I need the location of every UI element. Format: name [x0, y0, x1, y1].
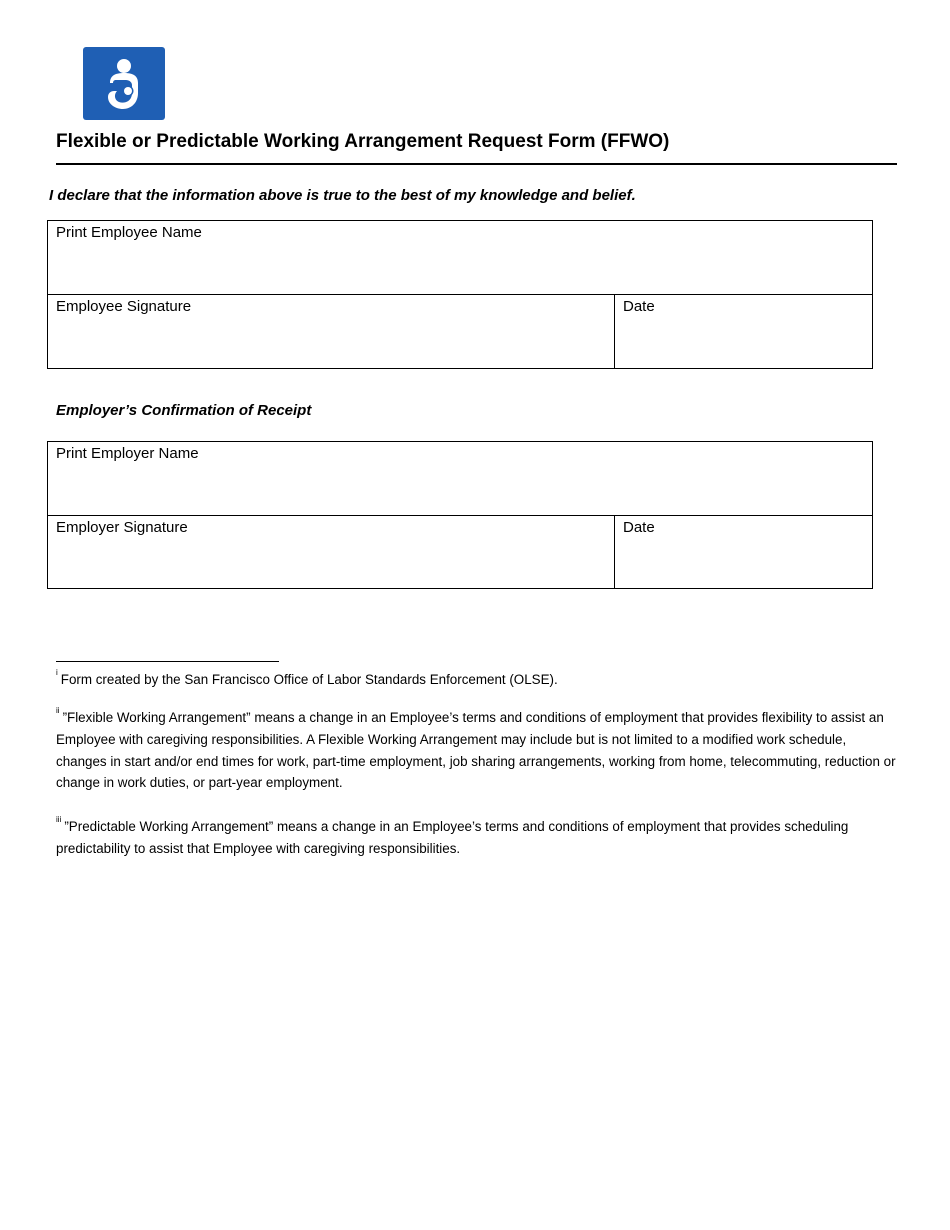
footnote-text: ”Predictable Working Arrangement” means a change in an Employee’s terms and conditions of employment that provides scheduling predictability to assist that Employee with caregiving responsibilities.	[56, 819, 849, 856]
footnote-text: ”Flexible Working Arrangement” means a change in an Employee’s terms and conditions of employment that provides flexibility to assist an Employee with caregiving responsibilities. A Flexible Working Arrangement may include but is not limited to a modified work schedule, changes in start and/or end times for work, part-time employment, job sharing arrangements, working from home, telecommuting, reduction or change in work duties, or part-year employment.	[56, 710, 896, 791]
footnote-divider	[56, 661, 279, 662]
footnote	[56, 707, 896, 794]
declaration-text: I declare that the information above is true to the best of my knowledge and belief.	[49, 187, 636, 204]
page-title: Flexible or Predictable Working Arrangement Request Form (FFWO)	[56, 131, 670, 152]
employee-date-field[interactable]	[615, 295, 872, 368]
employer-signature-row	[48, 515, 872, 589]
employee-table	[47, 220, 873, 369]
employer-section-heading: Employer’s Confirmation of Receipt	[56, 402, 312, 419]
employee-name-label: Print Employee Name	[56, 224, 202, 241]
employer-table	[47, 441, 873, 589]
employer-name-field[interactable]	[48, 442, 872, 515]
employee-name-row	[48, 221, 872, 294]
employee-signature-row	[48, 294, 872, 368]
employee-signature-label: Employee Signature	[56, 298, 192, 315]
employer-signature-field[interactable]	[48, 516, 615, 589]
breastfeeding-icon	[83, 47, 165, 120]
footnote	[56, 816, 896, 860]
employer-date-field[interactable]	[615, 516, 872, 589]
footnote-text: Form created by the San Francisco Office of Labor Standards Enforcement (OLSE).	[60, 672, 558, 687]
footnote-marker: ii	[56, 706, 60, 715]
employee-signature-field[interactable]	[48, 295, 615, 368]
employer-signature-label: Employer Signature	[56, 519, 188, 536]
employee-name-field[interactable]	[48, 221, 872, 294]
footnote-marker: i	[56, 668, 58, 677]
title-divider	[56, 163, 897, 165]
footnote	[56, 669, 896, 691]
logo	[83, 47, 165, 120]
footnote-marker: iii	[56, 815, 62, 824]
employer-date-label: Date	[623, 519, 655, 536]
employee-date-label: Date	[623, 298, 655, 315]
employer-name-label: Print Employer Name	[56, 445, 199, 462]
employer-name-row	[48, 442, 872, 515]
